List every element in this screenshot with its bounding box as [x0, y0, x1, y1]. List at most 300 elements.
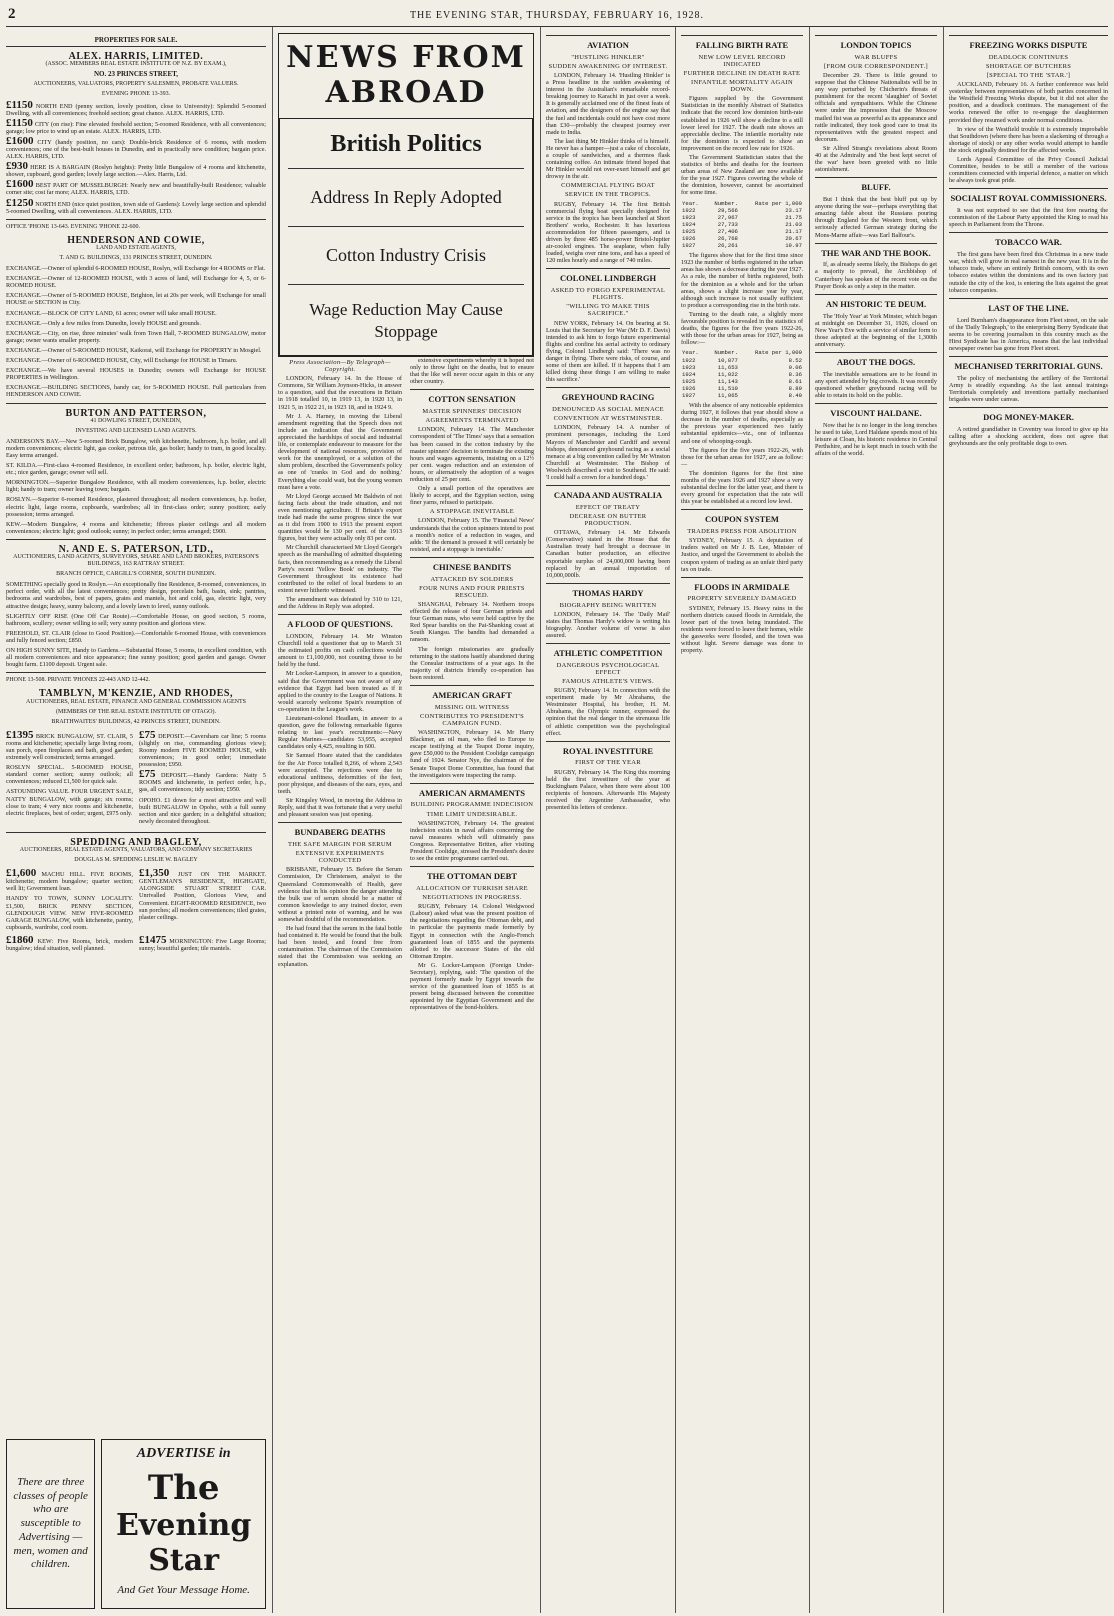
article-headline: AVIATION — [587, 40, 629, 50]
table-cell: 21.17 — [785, 227, 802, 235]
article-headline: COTTON SENSATION — [428, 394, 516, 405]
table-cell: 8.52 — [788, 356, 802, 364]
listing-entry: EXCHANGE.—Owner of 6-ROOMED HOUSE, City, will Exchange for HOUSE in Timaru. — [6, 357, 238, 365]
divider — [546, 583, 670, 584]
article-paragraph: It was not surprised to see that the first fore nearing the commission of the Labour Party appointed the King to read his speech in Parliament from the Throne. — [949, 207, 1108, 229]
column-rule — [809, 27, 810, 1613]
article-headline: THOMAS HARDY — [572, 587, 644, 598]
column-rule — [675, 27, 676, 1613]
article-paragraph: The foreign missionaries are gradually returning to the stations hastily abandoned during the Consular instructions of a year ago. In the majority of districts friendly co-operation has been restored. — [410, 645, 534, 681]
listing-text: OPOHO. £1 down for a most attractive and well built BUNGALOW in Opoho, with a full sunny section and nice garden; in a delightful situation; newly decorated throughout. — [139, 796, 266, 825]
listing-text: CITY (handy position, no cars): Double-brick Residence of 6 rooms, with modern conveniences; one of the best-built houses in Dunedin, and in practically new condition; bargain price. ALEX. HARRIS, LTD. — [6, 138, 266, 161]
listing-price: £75 — [139, 728, 156, 741]
firm-name: N. AND E. S. PATERSON, LTD., — [58, 543, 214, 555]
article-headline: FREEZING WORKS DISPUTE — [969, 40, 1088, 50]
table-cell: 23.17 — [785, 206, 802, 214]
statistics-table — [681, 200, 803, 250]
listing-price: £1150 — [6, 116, 33, 129]
table-cell: 8.40 — [788, 391, 802, 399]
listing-price: £1395 — [6, 728, 34, 741]
listing-entry: EXCHANGE.—We have several HOUSES in Dunedin; owners will Exchange for HOUSE PROPERTIES in Wellington. — [6, 367, 266, 382]
divider — [546, 643, 670, 644]
bp-listings — [6, 438, 266, 535]
article-subhead: MASTER SPINNERS' DECISION — [422, 408, 522, 416]
article-paragraph: SHANGHAI, February 14. Northern troops effected the release of four German priests and four German nuns, who were held captive by the Red Spear bandits on the Pai-Shanking coast at South Kiangsu. The bandits had demanded a ransom. — [410, 600, 534, 644]
article-subhead: CONTRIBUTES TO PRESIDENT'S CAMPAIGN FUND. — [419, 712, 525, 727]
article-subhead: DEADLOCK CONTINUES — [988, 53, 1069, 61]
article-paragraph: Mr Churchill characterised Mr Lloyd George's speech as the marshalling of admitted disquieting facts, then recommending as a remedy the Liberal Party's recent 'Yellow Book' on industry. The Government throughout its existence had contributed to the relief of local burdens to an extent never hitherto witnessed. — [278, 544, 402, 594]
article-paragraph: Mr Lloyd George accused Mr Baldwin of not facing facts about the trade situation, and not even mentioning agriculture. If Britain's export trade had made the same progress since the war as it did from 1900 to 1913 the present export quantities would be 130 per cent. of the 1913 figures, but they were actually only 83 per cent. — [278, 492, 402, 543]
listing-entry: ANDERSON'S BAY.—New 5-roomed Brick Bungalow, with kitchenette, bathroom, h.p. boiler, and all modern conveniences; electric light, gas cooker, petrous tile, gas boiler; handy to tram, in good locality. Easy terms arranged. — [6, 437, 266, 459]
table-cell: 1926 — [682, 384, 696, 392]
article-paragraph: Only a small portion of the operatives are likely to accept, and the Egyptian section, using finer yarns, refused to participate. — [410, 485, 534, 507]
firm-name: ALEX. HARRIS, LIMITED. — [68, 51, 204, 63]
table-cell: 1924 — [682, 370, 696, 378]
article-paragraph: WASHINGTON, February 14. The greatest indecision exists in naval affairs concerning the naval measures which will ultimately pass Congress. Representative Britten, after visiting President Coolidge, stressed the President's desire to see the entire programme carried out. — [410, 819, 534, 863]
listing-entry: EXCHANGE.—BUILDING SECTIONS, handy car, for 5-ROOMED HOUSE. Full particulars from HENDERSON AND COWIE. — [6, 384, 266, 399]
divider — [278, 614, 402, 615]
listing-entry: MORNINGTON.—Superior Bungalow Residence, with all modern conveniences, h.p. boiler, electric light; handy to tram; owner leaving town; bargain. — [6, 479, 266, 494]
article-paragraph: Now that he is no longer in the long trenches he used to take, Lord Haldane spends most of his leisure at Cloan, his historic residence in Central Perthshire, and he is kept much in touch with the affairs of the world. — [815, 421, 937, 458]
firm-sub: AUCTIONEERS, REAL ESTATE, FINANCE AND GENERAL COMMISSION AGENTS — [26, 698, 246, 705]
table-cell: 1927 — [682, 242, 696, 250]
article-subhead: COMMERCIAL FLYING BOAT — [561, 182, 655, 190]
table-cell: 21.03 — [785, 220, 802, 228]
article-subhead: NEGOTIATIONS IN PROGRESS. — [422, 894, 522, 902]
divider — [815, 403, 937, 404]
table-cell: 1924 — [682, 220, 696, 228]
table-cell: 11,143 — [717, 377, 738, 385]
listing-entry: KEW.—Modern Bungalow, 4 rooms and kitchenette; fibrous plaster ceilings and all modern conveniences; electric light; good outlook; sunny; in perfect order; terms arranged; £900. — [6, 520, 266, 535]
table-cell: 8.89 — [788, 384, 802, 392]
listing-price: £1600 — [6, 134, 34, 147]
table-row — [681, 207, 803, 214]
article-subhead: INFANTILE MORTALITY AGAIN DOWN. — [691, 79, 793, 94]
article-headline: DOG MONEY-MAKER. — [983, 412, 1074, 423]
article-subhead: MISSING OIL WITNESS — [434, 703, 510, 711]
divider — [815, 243, 937, 244]
promo-text: There are three classes of people who are susceptible to Advertising —men, women and children. — [13, 1475, 88, 1571]
article-headline: THE OTTOMAN DEBT — [426, 871, 518, 882]
listing — [6, 98, 266, 117]
article-subhead: FAMOUS ATHLETE'S VIEWS. — [562, 677, 654, 685]
listing — [6, 788, 133, 816]
article-subhead: "WILLING TO MAKE THIS SACRIFICE." — [566, 303, 650, 318]
article-subhead: THE SAFE MARGIN FOR SERUM — [288, 841, 392, 849]
article-headline: BUNDABERG DEATHS — [294, 827, 386, 838]
article-paragraph: RUGBY, February 14. Colonel Wedgwood (Labour) asked what was the present position of the negotiations regarding the Ottoman debt, and in particular the payments made formerly by Egypt in connection with the Anglo-French guaranteed loan of 1855 and the payments allotted to the successor States of the old Ottoman Empire. — [410, 903, 534, 960]
article-paragraph: Mr Locker-Lampson, in answer to a question, said that the Government was not aware of any evidence that Egypt had been treated as if it applied to the country to the League of Nations. It would scarcely welcome Spain's resumption of co-operation in the League's work. — [278, 670, 402, 713]
table-cell: 11,065 — [717, 391, 738, 399]
table-row — [681, 214, 803, 221]
news-column-e — [815, 31, 937, 1611]
article-paragraph: If, as already seems likely, the Bishops do get a majority to prevail, the Archbishop of Canterbury has spoken of the recent vote on the Prayer Book as only a step in the matter. — [815, 261, 937, 290]
masthead-title: THE EVENING STAR, THURSDAY, FEBRUARY 16, 1928. — [409, 9, 705, 21]
article-subhead: EXTENSIVE EXPERIMENTS CONDUCTED — [295, 850, 385, 865]
article-paragraph: Mr G. Locker-Lampson (Foreign Under-Secretary), replying, said: 'The question of the payment formerly made by Egypt towards the service of the guaranteed loan of 1855 is at present being discussed between the committee appointed by the Egyptian Government and the representatives of the bond-holders. — [410, 961, 534, 1012]
table-cell: 11,653 — [717, 363, 738, 371]
divider — [6, 403, 266, 404]
article-paragraph: Sir Samuel Hoare stated that the candidates for the Air Force totalled 8,266, of whom 2,543 were accepted. The rejections were due to educational unfitness, deformities of the feet, poor physique, and diseases of the ears, eyes, and teeth. — [278, 752, 402, 795]
table-row — [681, 357, 803, 364]
table-cell: 19.97 — [785, 242, 802, 250]
article-paragraph: In view of the Westfield trouble it is extremely improbable that Southdown (where there has been a slackening of through a shortage of stock) or any other works would attempt to handle the stock originally destined for the affected works. — [949, 125, 1108, 154]
divider — [6, 219, 266, 220]
divider — [815, 352, 937, 353]
article-subhead: EFFECT OF TREATY — [575, 503, 641, 511]
listing-text: ROSLYN SPECIAL. 5-ROOMED HOUSE, standard corner section; sunny outlook; all conveniences; reduced £1,500 for quick sale. — [6, 764, 133, 786]
listing-text: HANDY TO TOWN, SUNNY LOCALITY. £1,500, BRICK PENNY SECTION, GLENDOUGH VIEW. NEW FIVE-ROOMED GARAGE BUNGALOW, with kitchenette, pantry, cupboards, wardrobe, cool room. — [6, 895, 133, 931]
listing-price: £1150 — [6, 98, 33, 111]
ad-tagline: And Get Your Message Home. — [117, 1584, 250, 1596]
evening-star-ad — [101, 1439, 266, 1609]
article-paragraph: RUGBY, February 14. The King this morning held the first investiture of the year at Buckingham Palace, when there were about 100 recipients of honours. Afterwards His Majesty received the Argentine Ambassador, who presented his letters of credence. — [546, 768, 670, 812]
article-headline: TOBACCO WAR. — [995, 237, 1062, 248]
article-paragraph: LONDON, February 14. The Manchester correspondent of 'The Times' says that a sensation has been caused in the cotton industry by the master spinners' decision to terminate the existing hours and wages agreements, insisting on a 12½ per cent. wages reduction and an extension of hours, or alternatively the adoption of a wages reduction of 25 per cent. — [410, 426, 534, 483]
listing — [6, 196, 266, 215]
article-subhead: TRADERS PRESS FOR ABOLITION — [687, 528, 797, 536]
column-rule — [540, 27, 541, 1613]
article-paragraph: The policy of mechanising the artillery of the Territorial Army is steadily expanding. As the last annual trainings Territorials completely and inventions partially mechanised brigades were under canvas. — [949, 374, 1108, 404]
article-paragraph: SYDNEY, February 15. Heavy rains in the northern districts caused floods in Armidale, the lower part of the town being inundated. The residents were forced to leave their homes, while the gasworks were flooded, and the town was without light. Severe damage was done to property. — [681, 604, 803, 655]
table-row — [681, 392, 803, 399]
table-cell: 1927 — [682, 391, 696, 399]
divider — [546, 387, 670, 388]
article-subhead: FOUR NUNS AND FOUR PRIESTS RESCUED. — [419, 584, 525, 599]
article-headline: LAST OF THE LINE. — [988, 302, 1069, 313]
article-paragraph: December 29. There is little ground to suppose that the Chinese Nationalists will be in any way perturbed by Chicherin's threats of punishment for the recent 'slaughter' of Soviet officials and sympathisers. While the Chinese were under the impression that the Moscow mailed fist was as powerful as its appearance and rattle indicated, they took good care to treat its representatives with the greatest respect and decorum. — [815, 71, 937, 143]
firm-sub: (ASSOC. MEMBERS REAL ESTATE INSTITUTE OF N.Z. BY EXAM.), — [45, 61, 227, 68]
listing-entry: EXCHANGE.—Only a few miles from Dunedin, lovely HOUSE and grounds. — [6, 319, 201, 327]
article-headline: SOCIALIST ROYAL COMMISSIONERS. — [950, 193, 1107, 204]
listing-entry: SOMETHING specially good in Roslyn.—An exceptionally fine Residence, 8-roomed, conveniences, in perfect order, with all the latest conveniences; pretty design, porcelain bath, basin, sink; pantries, bedrooms and wardrobes, best of papers, grates and mantels, hot and cold, gas, electric light, very attractive design; heavy, sunny balcony, and a lovely lawn to level, sunny outlook. — [6, 581, 266, 610]
article-subhead: FURTHER DECLINE IN DEATH RATE — [683, 69, 801, 77]
article-subhead: "HUSTLING HINKLER" — [571, 53, 645, 61]
british-politics-box — [278, 119, 534, 357]
article-headline: AMERICAN ARMAMENTS — [418, 787, 525, 798]
divider — [681, 509, 803, 510]
divider — [681, 35, 803, 36]
firm-address: 41 DOWLING STREET, DUNEDIN, — [90, 417, 182, 424]
article-subhead: ASKED TO FORGO EXPERIMENTAL FLIGHTS. — [550, 287, 666, 302]
divider — [546, 35, 670, 36]
bp-sub: Wage Reduction May Cause Stoppage — [309, 300, 503, 342]
listing-entry: SLIGHTLY OFF RISE (One Off Car Route).—Comfortable House, on good section, 5 rooms, bathroom, scullery; owner willing to sell; very sunny position and glorious view. — [6, 612, 266, 627]
article-paragraph: But I think that the best bluff put up by anyone during the war—perhaps everything that amazing fable about the Russians pouring through England for the Western front, which seriously affected German strategy during the Mons-Marne affair—was Earl Balfour's. — [815, 196, 937, 239]
article-paragraph: The figures show that for the first time since 1923 the number of births registered in the urban areas has shown a decrease during the year 1927. As a rule, the number of births registered, both for the dominion as a whole and for the urban areas, shows a slight increase year by year, although such increase is not usually sufficient to produce a corresponding rise in the birth rate. — [681, 252, 803, 309]
firm-phone: EVENING PHONE 13-393. — [101, 91, 171, 98]
tamblyn-left — [6, 729, 133, 828]
table-cell: 1922 — [682, 206, 696, 214]
article-subhead: SHORTAGE OF BUTCHERS — [985, 62, 1072, 70]
listing — [139, 933, 266, 953]
last-listings — [6, 934, 266, 955]
article-paragraph: The inevitable sensations are to be found in any sport attended by big crowds. It was recently questioned whether greyhound racing will be able to retain its hold on the public. — [815, 370, 937, 400]
page-number: 2 — [8, 6, 17, 22]
news-banner: NEWS FROM ABROAD — [278, 33, 534, 119]
listing-entry: EXCHANGE.—Owner of 12-ROOMED HOUSE, with 3 acres of land, will Exchange for 4, 5, or 6-ROOMED HOUSE. — [6, 275, 266, 290]
listing — [139, 768, 266, 794]
table-cell: Rate per 1,000 — [755, 199, 802, 207]
article-subhead: PROPERTY SEVERELY DAMAGED — [687, 595, 797, 603]
news-banner-block — [278, 31, 534, 357]
firm-name: BURTON AND PATTERSON, — [65, 407, 207, 419]
divider — [949, 188, 1108, 189]
firm-sub: INVESTING AND LICENSED LAND AGENTS. — [75, 427, 197, 434]
table-cell: 26,261 — [717, 242, 738, 250]
listing-entry: EXCHANGE.—City, on rise, three minutes' walk from Town Hall, 7-ROOMED BUNGALOW, motor garage; owner wants smaller property. — [6, 329, 266, 344]
article-subhead: [SPECIAL TO THE 'STAR.'] — [986, 71, 1071, 79]
article-paragraph: The figures for the five years 1922-26, with those for the urban areas for 1927, are as follow:— — [681, 446, 803, 468]
tamblyn-listings — [6, 729, 266, 828]
firm-address: NO. 23 PRINCES STREET, — [93, 70, 179, 79]
table-cell: 11,510 — [717, 384, 738, 392]
article-headline: AN HISTORIC TE DEUM. — [825, 298, 927, 309]
table-row — [681, 242, 803, 249]
firm-address: BRAITHWAITES' BUILDINGS, 42 PRINCES STREET, DUNEDIN. — [51, 718, 221, 725]
article-paragraph: NEW YORK, February 14. On bearing at St. Louis that the Secretary for War (Mr D. F. Davis) intended to ask him to forgo future experimental flights and confine his aerial activity to ordinary flying, Colonel Lindbergh said: 'There was no danger in flying. There were risks, of course, and some of them are killed. If it happens that I am killed doing these things I am willing to make this sacrifice.' — [546, 319, 670, 384]
divider — [546, 268, 670, 269]
properties-column — [6, 31, 266, 1611]
listing-text: DEPOSIT.—Handy Gardens: Natty 5 ROOMS and kitchenette, in perfect order, h.p., gas, all conveniences; tidy section; £950. — [139, 772, 266, 794]
article-headline: VISCOUNT HALDANE. — [830, 408, 922, 419]
advertising-promo — [6, 1439, 95, 1609]
article-subhead: DECREASE ON BUTTER PRODUCTION. — [569, 512, 647, 528]
article-headline: COLONEL LINDBERGH — [559, 273, 657, 284]
listing-entry: EXCHANGE.—Owner of splendid 6-ROOMED HOUSE, Roslyn, will Exchange for 4 ROOMS or Flat. — [6, 265, 266, 273]
exchange-list — [6, 265, 266, 398]
article-paragraph: OTTAWA, February 14. Mr Edwards (Conservative) stated in the House that the Australian treaty had brought a decrease in Canadian butter production, an effective exportable surplus of 24,000,000 having been replaced by an annual importation of 10,000,000lb. — [546, 529, 670, 579]
listing-price: £1860 — [6, 933, 34, 946]
table-cell: 27,406 — [717, 227, 738, 235]
firm-branch: BRANCH OFFICE, CARGILL'S CORNER, SOUTH DUNEDIN. — [56, 571, 216, 578]
firm-assoc: (MEMBERS OF THE REAL ESTATE INSTITUTE OF OTAGO). — [55, 708, 217, 715]
table-cell: 11,022 — [717, 370, 738, 378]
divider — [6, 672, 266, 673]
table-cell: 8.61 — [788, 377, 802, 385]
table-cell: 1926 — [682, 235, 696, 243]
table-cell: Year. — [682, 349, 699, 357]
article-paragraph: LONDON, February 14. Mr Winston Churchill told a questioner that up to March 31 the estimated profits on cash collections would amount to £1,100,000, not counting those to be held by the fund. — [278, 632, 402, 669]
listing — [139, 867, 266, 921]
article-headline: THE WAR AND THE BOOK. — [821, 247, 931, 258]
table-cell: Year. — [682, 199, 699, 207]
table-row — [681, 200, 803, 207]
article-subhead: AGREEMENTS TERMINATED — [425, 417, 519, 425]
listing-price: £1475 — [139, 933, 167, 946]
paterson-listings — [6, 581, 266, 668]
article-paragraph: LONDON, February 14. 'Hustling Hinkler' is a Press headline in the sudden awakening of interest in the Australian's remarkable record-breaking journey to Karachi in just over a week. It is generally acclaimed one of the finest feats of aviation, and the designers of the engine say that the fuel and incidentals could not have cost more than £30—probably the cheapest journey ever made to India. — [546, 71, 670, 136]
table-cell: 9.06 — [788, 363, 802, 371]
article-paragraph: BRISBANE, February 15. Before the Serum Commission, Dr Christensen, analyst to the Queensland Commonwealth of Health, gave evidence that in his opinion the danger attending the bulk use of serum should be a matter of common knowledge to any trained doctor, even without a printed note of warning, and he was somewhat doubtful of the recommendation. — [278, 866, 402, 923]
masthead — [6, 4, 1108, 27]
firm-sub: LAND AND ESTATE AGENTS, — [96, 244, 176, 251]
table-row — [681, 228, 803, 235]
article-subhead: A STOPPAGE INEVITABLE — [429, 508, 515, 516]
spedding-listings — [6, 867, 266, 934]
article-subhead: BIOGRAPHY BEING WRITTEN — [559, 601, 657, 609]
article-paragraph: He had found that the serum in the fatal bottle had contained it. He would be found that the bulk had been tested, and found free from contamination. The chairman of the Commission stated that the Commission was seeking an explanation. — [278, 925, 402, 968]
listing-text: CITY (on rise): Fine elevated freehold section; 5-roomed Residence, with all conveniences; garage; low price to wind up an estate. ALEX. HARRIS, LTD. — [6, 120, 266, 135]
listing-text: ASTOUNDING VALUE. FOUR URGENT SALE, NATTY BUNGALOW, with garage; six rooms; close to tram; 4 very nice rooms and kitchenette, electric fireplaces, best of order; urgent, £975 only. — [6, 788, 133, 817]
article-paragraph: The amendment was defeated by 310 to 121, and the Address in Reply was adopted. — [278, 596, 402, 611]
listing-text: NORTH END (penny section, lovely position, close to University): Splendid 5-roomed Dwelling, with all conveniences; freehold section; great chance. ALEX. HARRIS, LTD. — [6, 102, 266, 117]
divider — [278, 822, 402, 823]
article-headline: BLUFF. — [861, 182, 891, 193]
article-paragraph: LONDON, February 15. The 'Financial News' understands that the cotton spinners intend to post a month's notice of a reduction in wages, and adds: 'If the demand is pressed it will certainly be resisted, and a stoppage is inevitable.' — [410, 517, 534, 553]
firm-partners: DOUGLAS M. SPEDDING LESLIE W. BAGLEY — [74, 857, 198, 864]
article-paragraph: The last thing Mr Hinkler thinks of is himself. He never has a hamper—just a cake of chocolate, a couple of sandwiches, and a thermos flask containing coffee. An intimate friend hoped that Mr Hinkler would not over-exert himself and get drowsy in the air. — [546, 137, 670, 181]
article-subhead: ALLOCATION OF TURKISH SHARE — [416, 884, 528, 892]
table-cell: 1922 — [682, 356, 696, 364]
phones: PHONE 13-508. PRIVATE 'PHONES 22-443 AND 12-442. — [6, 677, 150, 684]
listing — [6, 160, 266, 179]
bp-title: British Politics — [330, 131, 482, 157]
firm-sub: AUCTIONEERS, LAND AGENTS, SURVEYORS, SHARE AND LAND BROKERS, PATERSON'S BUILDINGS, 163 RATTRAY STREET. — [13, 554, 259, 568]
divider — [410, 783, 534, 784]
tamblyn-right — [139, 729, 266, 828]
article-paragraph: Lieutenant-colonel Headlam, in answer to a question, gave the following remarkable figures relating to last year's recruitments:—Navy Regular Marines—candidates 53,955, accepted candidates only 4,425, resulting in 600. — [278, 714, 402, 751]
article-headline: MECHANISED TERRITORIAL GUNS. — [954, 360, 1103, 371]
news-column-f — [949, 31, 1108, 1611]
article-paragraph: The dominion figures for the first nine months of the years 1926 and 1927 show a very substantial decline for the latter year, and there is every ground for expectation that the rate will this year be established at a record low level. — [681, 469, 803, 506]
article-subhead: [FROM OUR CORRESPONDENT.] — [824, 62, 928, 70]
divider — [949, 232, 1108, 233]
article-subhead: CONVENTION AT WESTMINSTER. — [553, 415, 663, 423]
article-subhead: DANGEROUS PSYCHOLOGICAL EFFECT — [556, 661, 660, 676]
listing-text: MORNINGTON: Five Large Rooms; sunny; beautiful garden; tile mantels. — [139, 937, 266, 953]
article-headline: AMERICAN GRAFT — [432, 690, 512, 700]
spedding-right — [139, 867, 266, 934]
firm-name: TAMBLYN, M'KENZIE, AND RHODES, — [39, 688, 233, 700]
article-paragraph: LONDON, February 14. A number of prominent personages, including the Lord Mayors of Manchester and Cardiff and several bishops, denounced greyhound racing as a social menace at a big convention called by Mr Winston Churchill at Westminster. The Bishop of Woolwich described a visit to Southend. He said: 'I could half a crown for a hundred dogs.' — [546, 424, 670, 481]
table-row — [681, 364, 803, 371]
article-headline: FALLING BIRTH RATE — [695, 40, 789, 50]
divider — [410, 557, 534, 558]
firm-name: HENDERSON AND COWIE, — [67, 234, 205, 246]
divider — [949, 407, 1108, 408]
divider — [815, 177, 937, 178]
divider — [949, 35, 1108, 36]
article-headline: LONDON TOPICS — [840, 40, 912, 50]
article-subhead: DENOUNCED AS SOCIAL MENACE — [552, 406, 664, 414]
table-cell: 1925 — [682, 227, 696, 235]
listings — [6, 98, 266, 215]
article-subhead: NEW LOW LEVEL RECORD INDICATED — [698, 53, 786, 68]
divider — [410, 866, 534, 867]
table-row — [681, 221, 803, 228]
listing — [6, 933, 133, 953]
listing — [6, 116, 266, 135]
listing-text: DEPOSIT.—Caversham car line; 5 rooms (slightly on rise, commanding glorious view); Roomy modern FIVE ROOMED HOUSE, with conveniences; in good order; immediate possession; £950. — [139, 732, 266, 769]
section-title: PROPERTIES FOR SALE. — [6, 36, 266, 47]
firm-address: T. AND G. BUILDINGS, 131 PRINCES STREET, DUNEDIN. — [59, 255, 213, 262]
listing-price: £1600 — [6, 178, 34, 191]
table-cell: 26,768 — [717, 235, 738, 243]
listing-text: BRICK BUNGALOW, ST. CLAIR, 5 rooms and kitchenette; specially large living room, sun porch, open fireplaces and bath, good garden; extremely well constructed; terms arranged. — [6, 732, 133, 762]
table-cell: 27,967 — [717, 213, 738, 221]
divider — [815, 35, 937, 36]
article-paragraph: Sir Alfred Strang's revelations about Room 40 at the Admiralty and 'the best kept secret of the war' have been greeted with no little astonishment. — [815, 144, 937, 174]
table-cell: 27,733 — [717, 220, 738, 228]
divider — [410, 389, 534, 390]
table-cell: Rate per 1,000 — [755, 349, 802, 357]
firm-name: SPEDDING AND BAGLEY, — [70, 836, 202, 848]
listing — [6, 867, 133, 893]
article-paragraph: Lords Appeal Committee of the Privy Council Judicial Committee, besides to be still a member of the various committees connected with imperial defence, a matter on which he always took great pride. — [949, 155, 1108, 185]
bottom-ads — [6, 1439, 266, 1609]
ad-the: The — [147, 1468, 220, 1508]
listing — [6, 728, 133, 762]
table-row — [681, 378, 803, 385]
divider — [288, 226, 524, 227]
listing — [6, 895, 133, 930]
divider — [949, 356, 1108, 357]
listing-entry: EXCHANGE.—Owner of 5-ROOMED HOUSE, Kaikorai, will Exchange for PROPERTY in Mosgiel. — [6, 346, 262, 354]
divider — [6, 832, 266, 833]
table-row — [681, 371, 803, 378]
listing-entry: ROSLYN.—Superior 6-roomed Residence, plastered throughout; all modern conveniences, h.p. boiler, electric light, large rooms, cupboards, wardrobes; all in first-class order; sunny position; early possession; terms arranged. — [6, 496, 266, 518]
divider — [288, 168, 524, 169]
listing-price: £1,600 — [6, 867, 37, 880]
news-column-c — [546, 31, 670, 1611]
article-subhead: FIRST OF THE YEAR — [575, 759, 641, 767]
divider — [288, 284, 524, 285]
article-paragraph: The first guns have been fired this Christmas in a new trade war, which will grow in real earnest in the new year. It is in the tobacco trade, where an entirely British concern, with its own tobacco estates within the dominions and its own factory just outside the city of the lost, is entering the lists against the great tobacco companies. — [949, 251, 1108, 294]
article-headline: A FLOOD OF QUESTIONS. — [287, 619, 393, 630]
listing-entry: EXCHANGE.—BLOCK OF CITY LAND, 61 acres; owner will take small HOUSE. — [6, 309, 217, 317]
article-paragraph: WASHINGTON, February 14. Mr Harry Blackmer, an oil man, who fled to Europe to escape testifying at the Teapot Dome inquiry, gave £50,000 to the President Coolidge campaign fund of 1924. Senator Nye, the chairman of the Senate Teapot Dome Committee, has found that the investigators were inspecting the ramp. — [410, 729, 534, 779]
divider — [546, 741, 670, 742]
bp-sub: Address In Reply Adopted — [310, 187, 502, 207]
table-row — [681, 235, 803, 242]
article-subhead: SERVICE IN THE TROPICS. — [565, 191, 651, 199]
credit: Press Association—By Telegraph—Copyright. — [289, 359, 391, 374]
divider — [6, 539, 266, 540]
last-listing — [139, 934, 266, 955]
table-cell: Number. — [714, 349, 738, 357]
article-paragraph: SYDNEY, February 15. A deputation of traders waited on Mr J. B. Lee, Minister of Justice, and urged the Government to abolish the coupon system of trading as an unfair third party tax on trade. — [681, 537, 803, 573]
table-cell: 21.75 — [785, 213, 802, 221]
bp-sub: Cotton Industry Crisis — [325, 245, 486, 265]
columns — [6, 27, 1108, 1613]
column-rule — [272, 27, 273, 1613]
table-cell: 8.36 — [788, 370, 802, 378]
article-subhead: SUDDEN AWAKENING OF INTEREST. — [548, 62, 668, 70]
article-headline: GREYHOUND RACING — [561, 392, 655, 403]
article-paragraph: The 'Holy Year' at York Minster, which began at midnight on December 31, 1926, closed on New Year's Eve with a service of similar form to those adopted at the beginning of the 1,300th anniversary. — [815, 312, 937, 348]
article-paragraph: A retired grandfather in Coventry was forced to give up his calling after a shocking accident, does not agree that greyhounds are the only profitable dogs to own. — [949, 425, 1108, 448]
listing-text: BEST PART OF MUSSELBURGH: Nearly new and beautifully-built Residence; valuable corner site; cost far more; ALEX. HARRIS, LTD. — [6, 182, 266, 197]
listing-price: £1,350 — [139, 867, 170, 880]
table-cell: 29,566 — [717, 206, 738, 214]
divider — [410, 685, 534, 686]
article-subhead: ATTACKED BY SOLDIERS — [430, 575, 514, 583]
listing-text: KEW: Five Rooms, brick, modern bungalow; ideal situation, well planned. — [6, 937, 133, 953]
column-rule — [943, 27, 944, 1613]
last-listing — [6, 934, 133, 955]
article-headline: CHINESE BANDITS — [432, 561, 512, 572]
listing — [6, 178, 266, 197]
listing-entry: ST. KILDA.—First-class 4-roomed Residence, in excellent order; bathroom, h.p. boiler, electric light, etc.; nice garden, garage; owner will sell. — [6, 462, 266, 477]
divider — [949, 298, 1108, 299]
article-headline: FLOODS IN ARMIDALE — [694, 581, 790, 592]
spedding-left — [6, 867, 133, 934]
table-cell: Number. — [714, 199, 738, 207]
article-headline: ATHLETIC COMPETITION — [553, 648, 663, 659]
listing-text: NORTH END (nice quiet position, town side of Gardens): Lovely large section and splendid 5-roomed Dwelling, with all conveniences. ALEX. HARRIS, LTD. — [6, 200, 266, 215]
article-subhead: TIME LIMIT UNDESIRABLE. — [426, 810, 518, 818]
